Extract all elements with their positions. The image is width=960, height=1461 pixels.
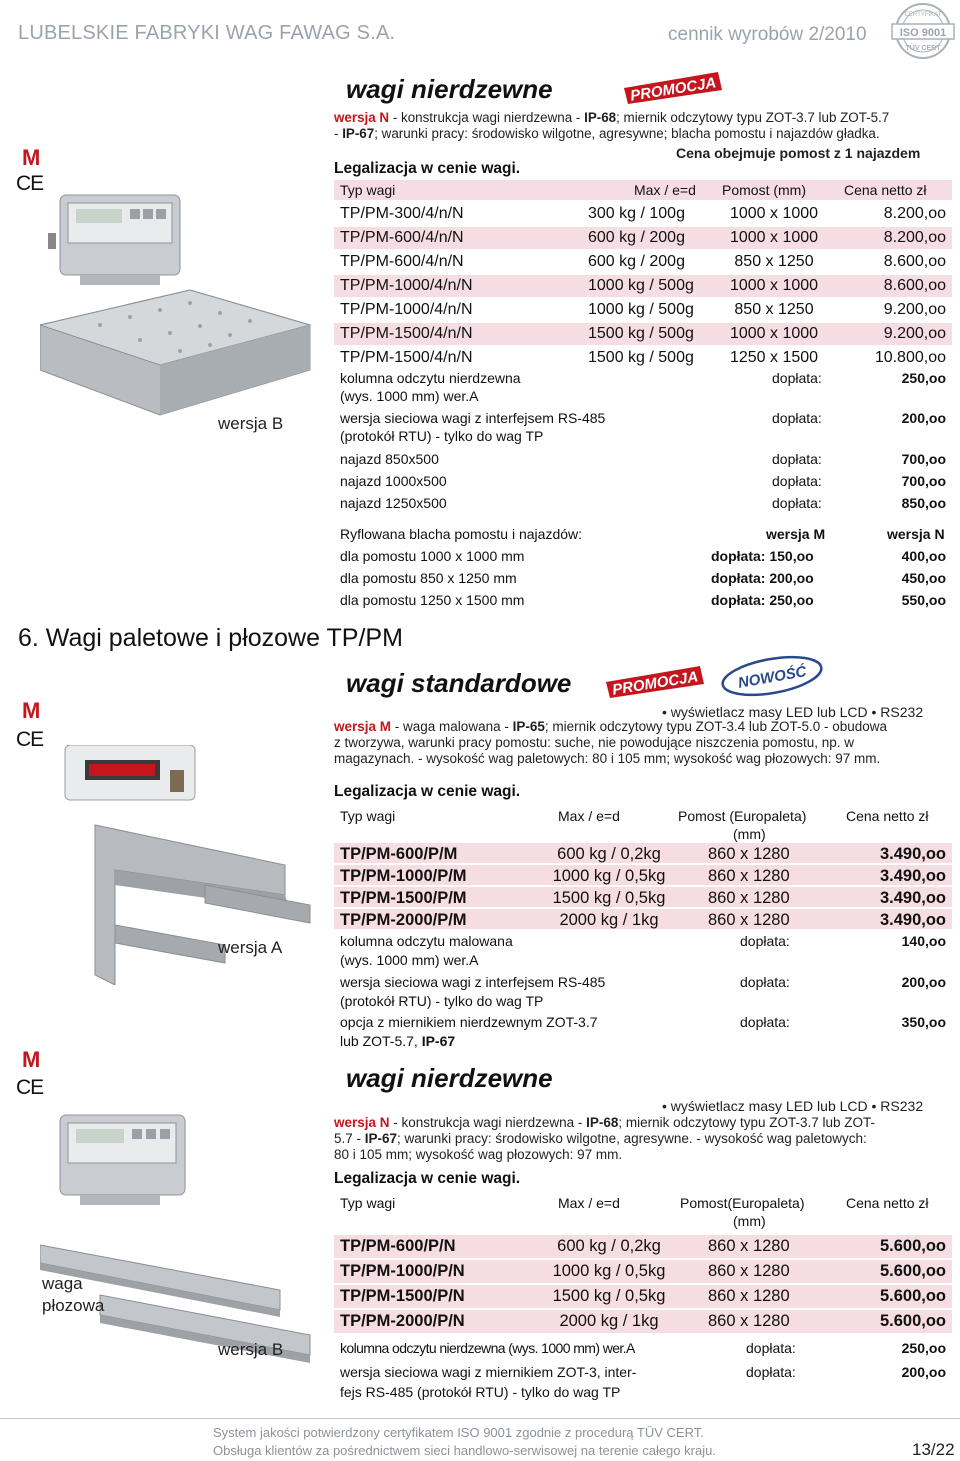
block2-title: wagi standardowe	[346, 668, 572, 698]
block2-table-row	[334, 865, 952, 885]
footer-divider	[0, 1418, 960, 1419]
row-max: 1500 kg / 500g	[588, 349, 694, 366]
extra-doplata: dopłata:	[746, 1340, 796, 1356]
row-type: TP/PM-1000/4/n/N	[340, 301, 473, 318]
row-max: 1500 kg / 500g	[588, 325, 694, 342]
block3-legal: Legalizacja w cenie wagi.	[334, 1170, 521, 1187]
ribbed-row-n: 400,oo	[901, 548, 946, 564]
svg-text:NOWOŚĆ: NOWOŚĆ	[736, 663, 808, 692]
extra-doplata: dopłata:	[772, 410, 822, 426]
row-pomost: 860 x 1280	[708, 1312, 790, 1330]
row-price: 8.600,oo	[883, 277, 946, 294]
ce-mark: CE	[16, 172, 44, 195]
block1-table-row	[334, 227, 952, 249]
block1-description: wersja N - konstrukcja wagi nierdzewna - IP-68; miernik odczytowy typu ZOT-3.7 lub ZOT-5.7 - IP-67; warunki pracy: środowisko wilgotne, agresywne; blacha pomostu i najazdów gładka.	[334, 110, 890, 141]
block1-table-row	[334, 251, 952, 273]
m-mark-logo-3: M	[22, 1047, 41, 1072]
row-type: TP/PM-1000/P/M	[340, 867, 467, 885]
stainless-platform-scale-photo	[40, 175, 315, 440]
row-price: 3.490,oo	[879, 889, 946, 907]
block3-col-price: Cena netto zł	[846, 1195, 929, 1211]
block2-col-type: Typ wagi	[340, 808, 396, 824]
extra-price: 140,oo	[901, 933, 946, 949]
row-price: 9.200,oo	[883, 325, 946, 342]
ribbed-row-n: 550,oo	[901, 592, 946, 608]
row-type: TP/PM-300/4/n/N	[340, 205, 464, 222]
row-type: TP/PM-1500/P/M	[340, 889, 467, 907]
row-pomost: 1000 x 1000	[729, 277, 819, 294]
block3-title: wagi nierdzewne	[346, 1063, 553, 1093]
row-pomost: 860 x 1280	[708, 1237, 790, 1255]
row-pomost: 850 x 1250	[734, 301, 814, 318]
row-max: 1000 kg / 500g	[588, 277, 694, 294]
extra-label: najazd 850x500	[340, 451, 439, 467]
row-type: TP/PM-600/4/n/N	[340, 253, 464, 270]
extra-label-2: (wys. 1000 mm) wer.A	[340, 952, 479, 968]
block1-title: wagi nierdzewne	[346, 74, 553, 104]
extra-label: kolumna odczytu malowana	[340, 933, 513, 949]
row-pomost: 860 x 1280	[708, 845, 790, 863]
extra-label: opcja z miernikiem nierdzewnym ZOT-3.7	[340, 1014, 598, 1030]
row-pomost: 860 x 1280	[708, 867, 790, 885]
svg-text:PROMOCJA: PROMOCJA	[611, 668, 700, 699]
extra-label: kolumna odczytu nierdzewna	[340, 370, 521, 386]
extra-price: 350,oo	[901, 1014, 946, 1030]
row-max: 1500 kg / 0,5kg	[552, 1287, 666, 1305]
block3-table-row	[334, 1260, 952, 1283]
extra-doplata: dopłata:	[746, 1364, 796, 1380]
extra-label: wersja sieciowa wagi z interfejsem RS-485	[340, 974, 606, 990]
extra-label: kolumna odczytu nierdzewna (wys. 1000 mm) wer.A	[340, 1340, 635, 1356]
extra-price: 250,oo	[901, 1340, 946, 1356]
block3-bullet: • wyświetlacz masy LED lub LCD • RS232	[662, 1098, 924, 1114]
extra-label-2-ip: IP-67	[421, 1033, 456, 1049]
row-price: 5.600,oo	[879, 1312, 946, 1330]
row-price: 10.800,oo	[874, 349, 946, 366]
promocja-badge	[618, 66, 728, 106]
row-price: 3.490,oo	[879, 911, 946, 929]
footer-line1: System jakości potwierdzony certyfikatem ISO 9001 zgodnie z procedurą TÜV CERT.	[213, 1425, 704, 1440]
extra-label: najazd 1250x500	[340, 495, 447, 511]
row-type: TP/PM-2000/P/N	[340, 1312, 465, 1330]
row-type: TP/PM-1000/4/n/N	[340, 277, 473, 294]
row-price: 8.200,oo	[883, 229, 946, 246]
row-type: TP/PM-1500/P/N	[340, 1287, 465, 1305]
label-wersja-b-2: wersja B	[218, 1340, 284, 1359]
block1-table-header: Typ wagi Max / e=d Pomost (mm) Cena netto zł	[334, 180, 952, 200]
svg-text:TÜV CERT: TÜV CERT	[905, 45, 941, 52]
row-max: 600 kg / 0,2kg	[557, 1237, 661, 1255]
svg-text:CERTYFIKAT: CERTYFIKAT	[904, 12, 942, 18]
row-price: 3.490,oo	[879, 867, 946, 885]
row-type: TP/PM-1000/P/N	[340, 1262, 465, 1280]
row-type: TP/PM-600/4/n/N	[340, 229, 464, 246]
extra-doplata: dopłata:	[772, 370, 822, 386]
row-pomost: 850 x 1250	[734, 253, 814, 270]
ribbed-row-label: dla pomostu 1000 x 1000 mm	[340, 548, 525, 564]
block2-col-pomost-unit: (mm)	[733, 826, 766, 842]
row-max: 1500 kg / 0,5kg	[552, 889, 666, 907]
promocja-badge-2	[600, 660, 710, 700]
extra-label-2-text: lub ZOT-5.7,	[340, 1033, 422, 1049]
row-pomost: 860 x 1280	[708, 1287, 790, 1305]
extra-doplata: dopłata:	[740, 974, 790, 990]
block3-table-row	[334, 1310, 952, 1333]
extra-price: 200,oo	[901, 1364, 946, 1380]
row-max: 1000 kg / 0,5kg	[552, 1262, 666, 1280]
block2-table-row	[334, 887, 952, 907]
ribbed-row-label: dla pomostu 1250 x 1500 mm	[340, 592, 525, 608]
row-max: 2000 kg / 1kg	[559, 911, 659, 929]
row-price: 8.600,oo	[883, 253, 946, 270]
block3-table-row	[334, 1285, 952, 1308]
label-plozowa: płozowa	[42, 1296, 105, 1315]
row-max: 1000 kg / 0,5kg	[552, 867, 666, 885]
extra-price: 850,oo	[901, 495, 946, 511]
block1-table-row	[334, 299, 952, 321]
row-pomost: 1000 x 1000	[729, 325, 819, 342]
m-mark-logo-2: M	[22, 698, 41, 723]
ribbed-col-n: wersja N	[887, 526, 945, 542]
extra-label-2: (wys. 1000 mm) wer.A	[340, 388, 479, 404]
block2-legal: Legalizacja w cenie wagi.	[334, 783, 521, 800]
ribbed-row-label: dla pomostu 850 x 1250 mm	[340, 570, 517, 586]
block1-table-row	[334, 323, 952, 345]
page-number: 13/22	[912, 1440, 955, 1459]
section-title: 6. Wagi paletowe i płozowe TP/PM	[18, 624, 403, 652]
extra-price: 200,oo	[901, 974, 946, 990]
iso-certificate-logo	[888, 2, 958, 60]
block3-col-pomost-unit: (mm)	[733, 1213, 766, 1229]
block2-col-price: Cena netto zł	[846, 808, 929, 824]
block2-table-row	[334, 843, 952, 863]
row-max: 600 kg / 200g	[588, 229, 685, 246]
m-mark-logo: M	[22, 145, 41, 170]
row-price: 9.200,oo	[883, 301, 946, 318]
footer-line2: Obsługa klientów za pośrednictwem sieci handlowo-serwisowej na terenie całego kraju.	[213, 1443, 716, 1458]
extra-doplata: dopłata:	[740, 933, 790, 949]
extra-label: najazd 1000x500	[340, 473, 447, 489]
extra-doplata: dopłata:	[772, 495, 822, 511]
row-max: 1000 kg / 500g	[588, 301, 694, 318]
nowosc-badge	[718, 654, 826, 698]
ce-mark-2: CE	[16, 728, 44, 751]
extra-price: 250,oo	[901, 370, 946, 386]
block1-table-row	[334, 347, 952, 369]
block1-table-row	[334, 203, 952, 225]
label-wersja-a: wersja A	[218, 938, 283, 957]
catalog-title: cennik wyrobów 2/2010	[668, 24, 867, 45]
block2-table-row	[334, 909, 952, 929]
row-pomost: 860 x 1280	[708, 911, 790, 929]
extra-doplata: dopłata:	[740, 1014, 790, 1030]
row-pomost: 860 x 1280	[708, 1262, 790, 1280]
row-price: 5.600,oo	[879, 1287, 946, 1305]
ribbed-row-m: dopłata: 200,oo	[711, 570, 814, 586]
block3-table-row	[334, 1235, 952, 1258]
extra-doplata: dopłata:	[772, 451, 822, 467]
ribbed-row-n: 450,oo	[901, 570, 946, 586]
row-pomost: 1000 x 1000	[729, 229, 819, 246]
block2-col-max: Max / e=d	[558, 808, 620, 824]
block3-col-pomost: Pomost(Europaleta)	[680, 1195, 805, 1211]
extra-label: wersja sieciowa wagi z interfejsem RS-485	[340, 410, 606, 426]
row-max: 600 kg / 0,2kg	[557, 845, 661, 863]
row-pomost: 1250 x 1500	[729, 349, 819, 366]
extra-price: 700,oo	[901, 451, 946, 467]
extra-doplata: dopłata:	[772, 473, 822, 489]
row-type: TP/PM-2000/P/M	[340, 911, 467, 929]
row-max: 600 kg / 200g	[588, 253, 685, 270]
block3-col-max: Max / e=d	[558, 1195, 620, 1211]
block1-table-row	[334, 275, 952, 297]
row-pomost: 1000 x 1000	[729, 205, 819, 222]
extra-label-2: (protokół RTU) - tylko do wag TP	[340, 993, 544, 1009]
row-pomost: 860 x 1280	[708, 889, 790, 907]
block1-legal: Legalizacja w cenie wagi.	[334, 160, 521, 177]
row-type: TP/PM-1500/4/n/N	[340, 349, 473, 366]
block2-description: wersja M - waga malowana - IP-65; miernik odczytowy typu ZOT-3.4 lub ZOT-5.0 - obudowa z tworzywa, warunki pracy pomostu: suche, nie powodujące niszczenia pomostu, np. w magazynach. - wysokość wag paletowych: 80 i 105 mm; wysokość wag płozowych: 97 mm.	[334, 719, 888, 766]
label-waga: waga	[42, 1274, 83, 1293]
ribbed-row-m: dopłata: 250,oo	[711, 592, 814, 608]
extra-price: 200,oo	[901, 410, 946, 426]
ribbed-col-m: wersja M	[766, 526, 826, 542]
extra-label-2	[340, 1033, 455, 1049]
label-wersja-b: wersja B	[218, 414, 284, 433]
row-type: TP/PM-600/P/N	[340, 1237, 456, 1255]
extra-label: wersja sieciowa wagi z miernikiem ZOT-3, inter-	[340, 1364, 637, 1380]
row-type: TP/PM-1500/4/n/N	[340, 325, 473, 342]
row-price: 5.600,oo	[879, 1262, 946, 1280]
row-max: 300 kg / 100g	[588, 205, 685, 222]
ribbed-title: Ryflowana blacha pomostu i najazdów:	[340, 526, 583, 542]
svg-text:PROMOCJA: PROMOCJA	[629, 74, 718, 105]
company-name: LUBELSKIE FABRYKI WAG FAWAG S.A.	[18, 22, 396, 44]
row-price: 3.490,oo	[879, 845, 946, 863]
block3-col-type: Typ wagi	[340, 1195, 396, 1211]
row-price: 8.200,oo	[883, 205, 946, 222]
ribbed-row-m: dopłata: 150,oo	[711, 548, 814, 564]
row-max: 2000 kg / 1kg	[559, 1312, 659, 1330]
stainless-skid-scale-photo	[40, 1095, 320, 1380]
extra-label-2: (protokół RTU) - tylko do wag TP	[340, 428, 544, 444]
block3-description: wersja N - konstrukcja wagi nierdzewna - IP-68; miernik odczytowy typu ZOT-3.7 lub ZOT- 5.7 - IP-67; warunki pracy: środowisko wilgotne, agresywne. - wysokość wag paletowych: 80 i 105 mm; wysokość wag płozowych: 97 mm.	[334, 1115, 875, 1162]
ce-mark-3: CE	[16, 1076, 44, 1099]
block2-col-pomost: Pomost (Europaleta)	[678, 808, 807, 824]
row-type: TP/PM-600/P/M	[340, 845, 458, 863]
svg-text:ISO 9001: ISO 9001	[899, 27, 947, 39]
row-price: 5.600,oo	[879, 1237, 946, 1255]
extra-label-2: fejs RS-485 (protokół RTU) - tylko do wag TP	[340, 1384, 621, 1400]
price-note: Cena obejmuje pomost z 1 najazdem	[676, 145, 921, 161]
block2-bullet: • wyświetlacz masy LED lub LCD • RS232	[662, 704, 924, 720]
extra-price: 700,oo	[901, 473, 946, 489]
